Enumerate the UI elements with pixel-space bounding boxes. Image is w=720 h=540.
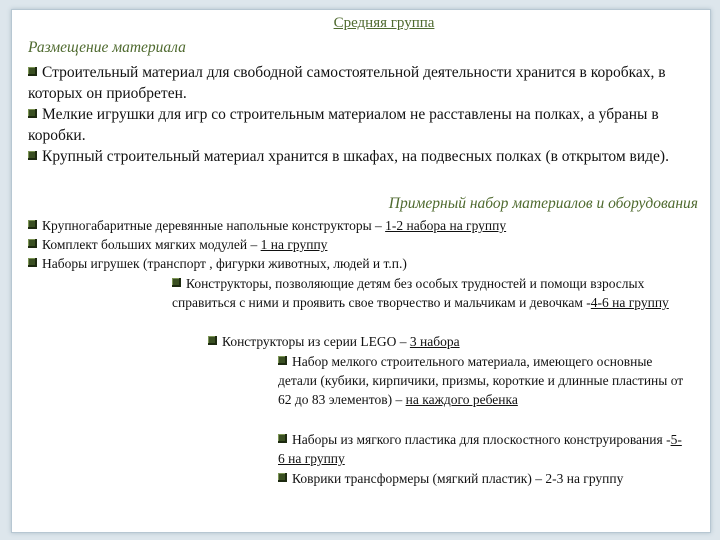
bullet-icon — [278, 473, 287, 482]
list-item: Строительный материал для свободной самостоятельной деятельности хранится в коробках, в которых он приобретен. — [28, 64, 666, 102]
equipment-item: Крупногабаритные деревянные напольные конструкторы – 1-2 набора на группу — [28, 216, 698, 235]
slide — [11, 9, 711, 533]
equipment-item: Конструкторы из серии LEGO – 3 набора — [208, 332, 688, 351]
list-item: Крупный строительный материал хранится в шкафах, на подвесных полках (в открытом виде). — [28, 146, 698, 167]
equipment-item: Конструкторы, позволяющие детям без особых трудностей и помощи взрослых справиться с ними и проявить свое творчество и мальчикам и девочкам -4-6 на группу — [172, 276, 669, 310]
bullet-icon — [278, 434, 287, 443]
equipment-item: Наборы из мягкого пластика для плоскостного конструирования -5-6 на группу — [278, 432, 682, 466]
list-item: Мелкие игрушки для игр со строительным материалом не расставлены на полках, а убраны в коробки. — [28, 106, 659, 144]
placement-heading: Размещение материала — [28, 39, 186, 56]
placement-list — [28, 62, 698, 167]
bullet-icon — [28, 258, 37, 267]
bullet-icon — [28, 109, 37, 118]
bullet-icon — [28, 220, 37, 229]
equipment-item: Коврики трансформеры (мягкий пластик) – 2-3 на группу — [278, 469, 698, 488]
bullet-icon — [278, 356, 287, 365]
equipment-item: Набор мелкого строительного материала, имеющего основные детали (кубики, кирпичики, призмы, короткие и длинные пластины от 62 до 83 элементов) – на каждого ребенка — [278, 354, 684, 407]
slide-title: Средняя группа — [333, 15, 435, 31]
bullet-icon — [172, 278, 181, 287]
bullet-icon — [208, 336, 217, 345]
bullet-icon — [28, 151, 37, 160]
bullet-icon — [28, 67, 37, 76]
equipment-heading: Примерный набор материалов и оборудования — [388, 195, 698, 212]
equipment-item: Наборы игрушек (транспорт , фигурки животных, людей и т.п.) — [28, 254, 698, 273]
equipment-item: Комплект больших мягких модулей – 1 на группу — [28, 235, 698, 254]
bullet-icon — [28, 239, 37, 248]
